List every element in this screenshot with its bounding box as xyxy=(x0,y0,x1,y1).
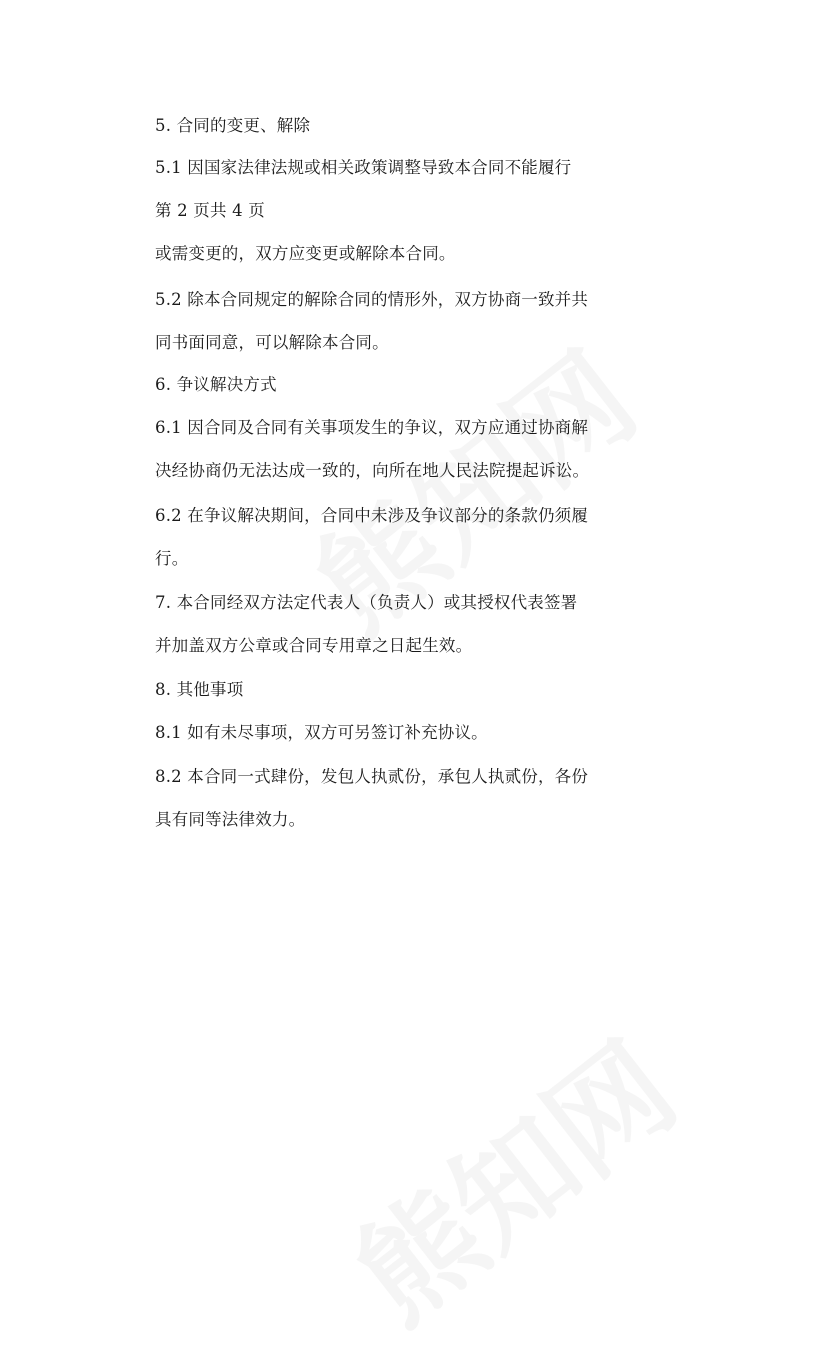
clause-6-2: 6.2 在争议解决期间，合同中未涉及争议部分的条款仍须履 xyxy=(155,506,589,525)
clause-5-2-continued: 同书面同意，可以解除本合同。 xyxy=(155,333,389,352)
clause-8-2: 8.2 本合同一式肆份，发包人执贰份，承包人执贰份，各份 xyxy=(155,767,589,786)
section-heading-5: 5. 合同的变更、解除 xyxy=(155,116,311,135)
clause-5-1-continued: 或需变更的，双方应变更或解除本合同。 xyxy=(155,244,456,263)
clause-6-2-continued: 行。 xyxy=(155,549,189,568)
clause-8-1: 8.1 如有未尽事项，双方可另签订补充协议。 xyxy=(155,723,488,742)
clause-6-1-continued: 决经协商仍无法达成一致的，向所在地人民法院提起诉讼。 xyxy=(155,461,590,480)
watermark-bottom xyxy=(315,997,705,1354)
clause-5-2: 5.2 除本合同规定的解除合同的情形外，双方协商一致并共 xyxy=(155,290,589,309)
section-7-continued: 并加盖双方公章或合同专用章之日起生效。 xyxy=(155,636,473,655)
clause-8-2-continued: 具有同等法律效力。 xyxy=(155,810,306,829)
clause-6-1: 6.1 因合同及合同有关事项发生的争议，双方应通过协商解 xyxy=(155,418,589,437)
section-heading-8: 8. 其他事项 xyxy=(155,680,244,699)
clause-5-1: 5.1 因国家法律法规或相关政策调整导致本合同不能履行 xyxy=(155,158,572,177)
section-7: 7. 本合同经双方法定代表人（负责人）或其授权代表签署 xyxy=(155,593,578,612)
section-heading-6: 6. 争议解决方式 xyxy=(155,375,277,394)
page-number: 第 2 页共 4 页 xyxy=(155,201,265,220)
